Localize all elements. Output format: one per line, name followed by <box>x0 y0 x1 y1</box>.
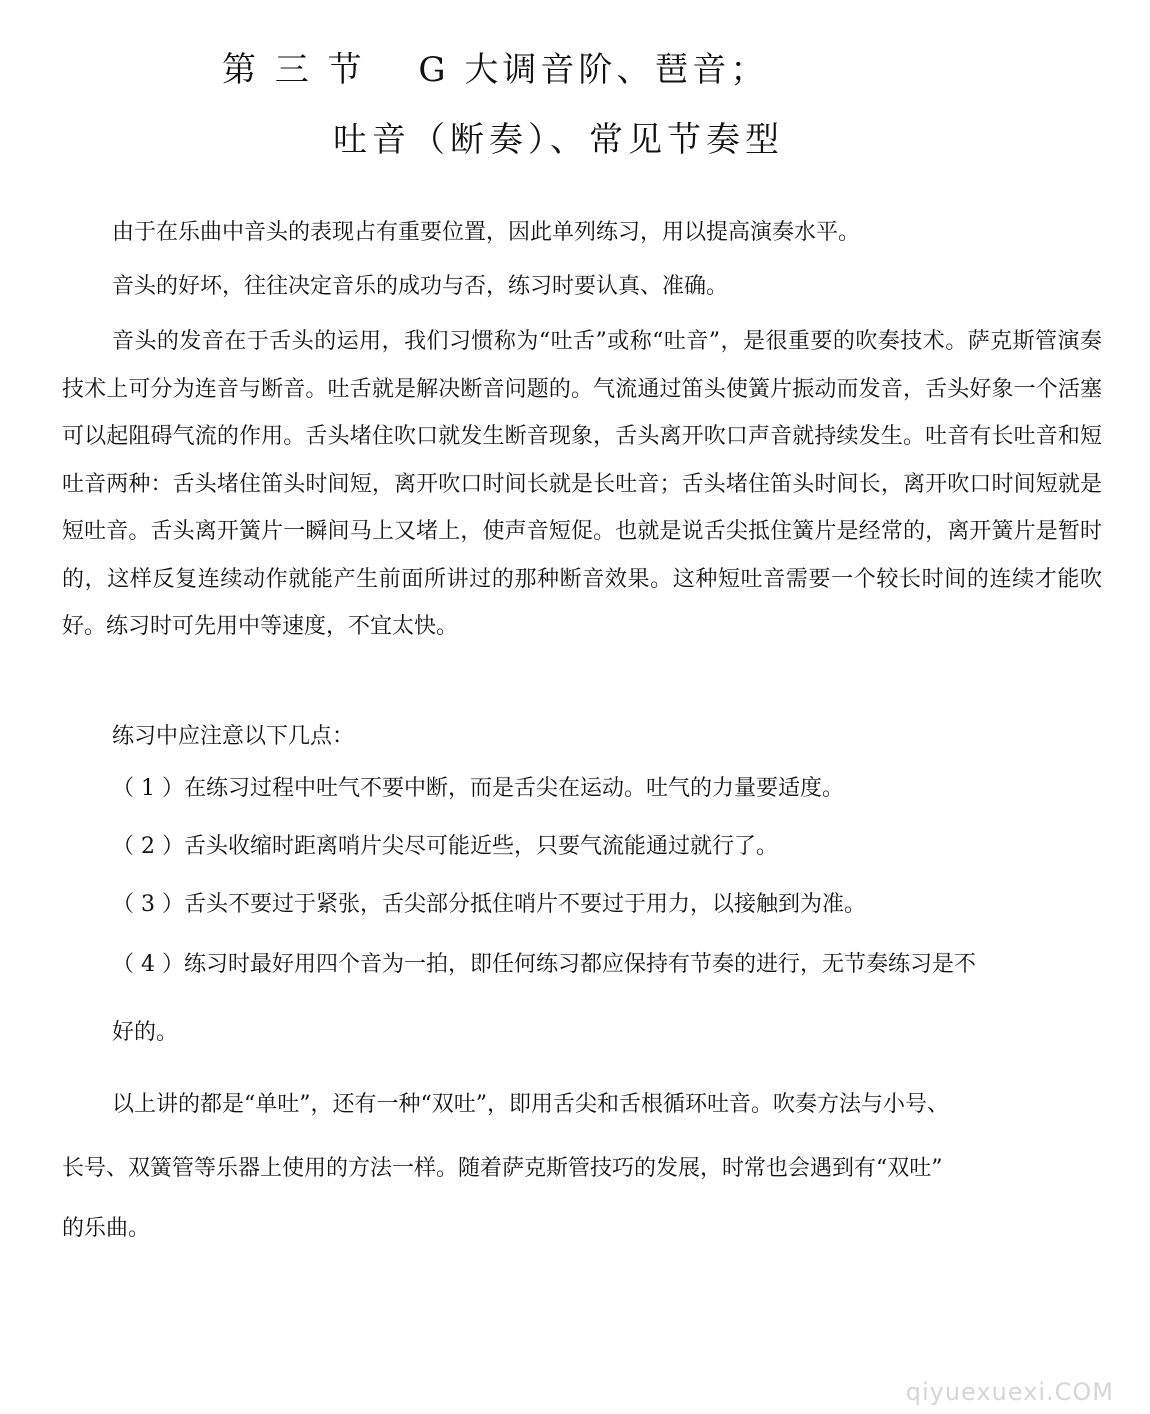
note-item-1: （ 1 ）在练习过程中吐气不要中断，而是舌尖在运动。吐气的力量要适度。 <box>112 776 844 801</box>
site-watermark: qiyuexuexi.COM <box>905 1378 1114 1406</box>
note-item-3: （ 3 ）舌头不要过于紧张，舌尖部分抵住哨片不要过于用力，以接触到为准。 <box>112 892 866 917</box>
section-title-line-2: 吐音（断奏）、常见节奏型 <box>333 120 784 160</box>
paragraph-5-line-1: 以上讲的都是“单吐”，还有一种“双吐”，即用舌尖和舌根循环吐音。吹奏方法与小号、 <box>112 1092 949 1117</box>
notes-heading: 练习中应注意以下几点： <box>112 724 355 749</box>
paragraph-1: 由于在乐曲中音头的表现占有重要位置，因此单列练习，用以提高演奏水平。 <box>112 220 861 245</box>
note-item-4-line-1: （ 4 ）练习时最好用四个音为一拍，即任何练习都应保持有节奏的进行，无节奏练习是不 <box>112 952 976 977</box>
paragraph-5-line-3: 的乐曲。 <box>62 1216 151 1241</box>
paragraph-3: 音头的发音在于舌头的运用，我们习惯称为“吐舌”或称“吐音”，是很重要的吹奏技术。萨克斯管演奏技术上可分为连音与断音。吐舌就是解决断音问题的。气流通过笛头使簧片振动而发音，舌头好象一个活塞可以起阻碍气流的作用。舌头堵住吹口就发生断音现象，舌头离开吹口声音就持续发生。吐音有长吐音和短吐音两种：舌头堵住笛头时间短，离开吹口时间长就是长吐音；舌头堵住笛头时间长，离开吹口时间短就是短吐音。舌头离开簧片一瞬间马上又堵上，使声音短促。也就是说舌尖抵住簧片是经常的，离开簧片是暂时的，这样反复连续动作就能产生前面所讲过的那种断音效果。这种短吐音需要一个较长时间的连续才能吹好。练习时可先用中等速度，不宜太快。 <box>62 329 1102 639</box>
note-item-2: （ 2 ）舌头收缩时距离哨片尖尽可能近些，只要气流能通过就行了。 <box>112 834 778 859</box>
paragraph-2: 音头的好坏，往往决定音乐的成功与否，练习时要认真、准确。 <box>112 274 729 299</box>
paragraph-5-line-2: 长号、双簧管等乐器上使用的方法一样。随着萨克斯管技巧的发展，时常也会遇到有“双吐” <box>62 1156 943 1181</box>
section-title-line-1: 第 三 节 G 大调音阶、琶音； <box>222 50 769 90</box>
note-item-4-line-2: 好的。 <box>112 1020 179 1045</box>
